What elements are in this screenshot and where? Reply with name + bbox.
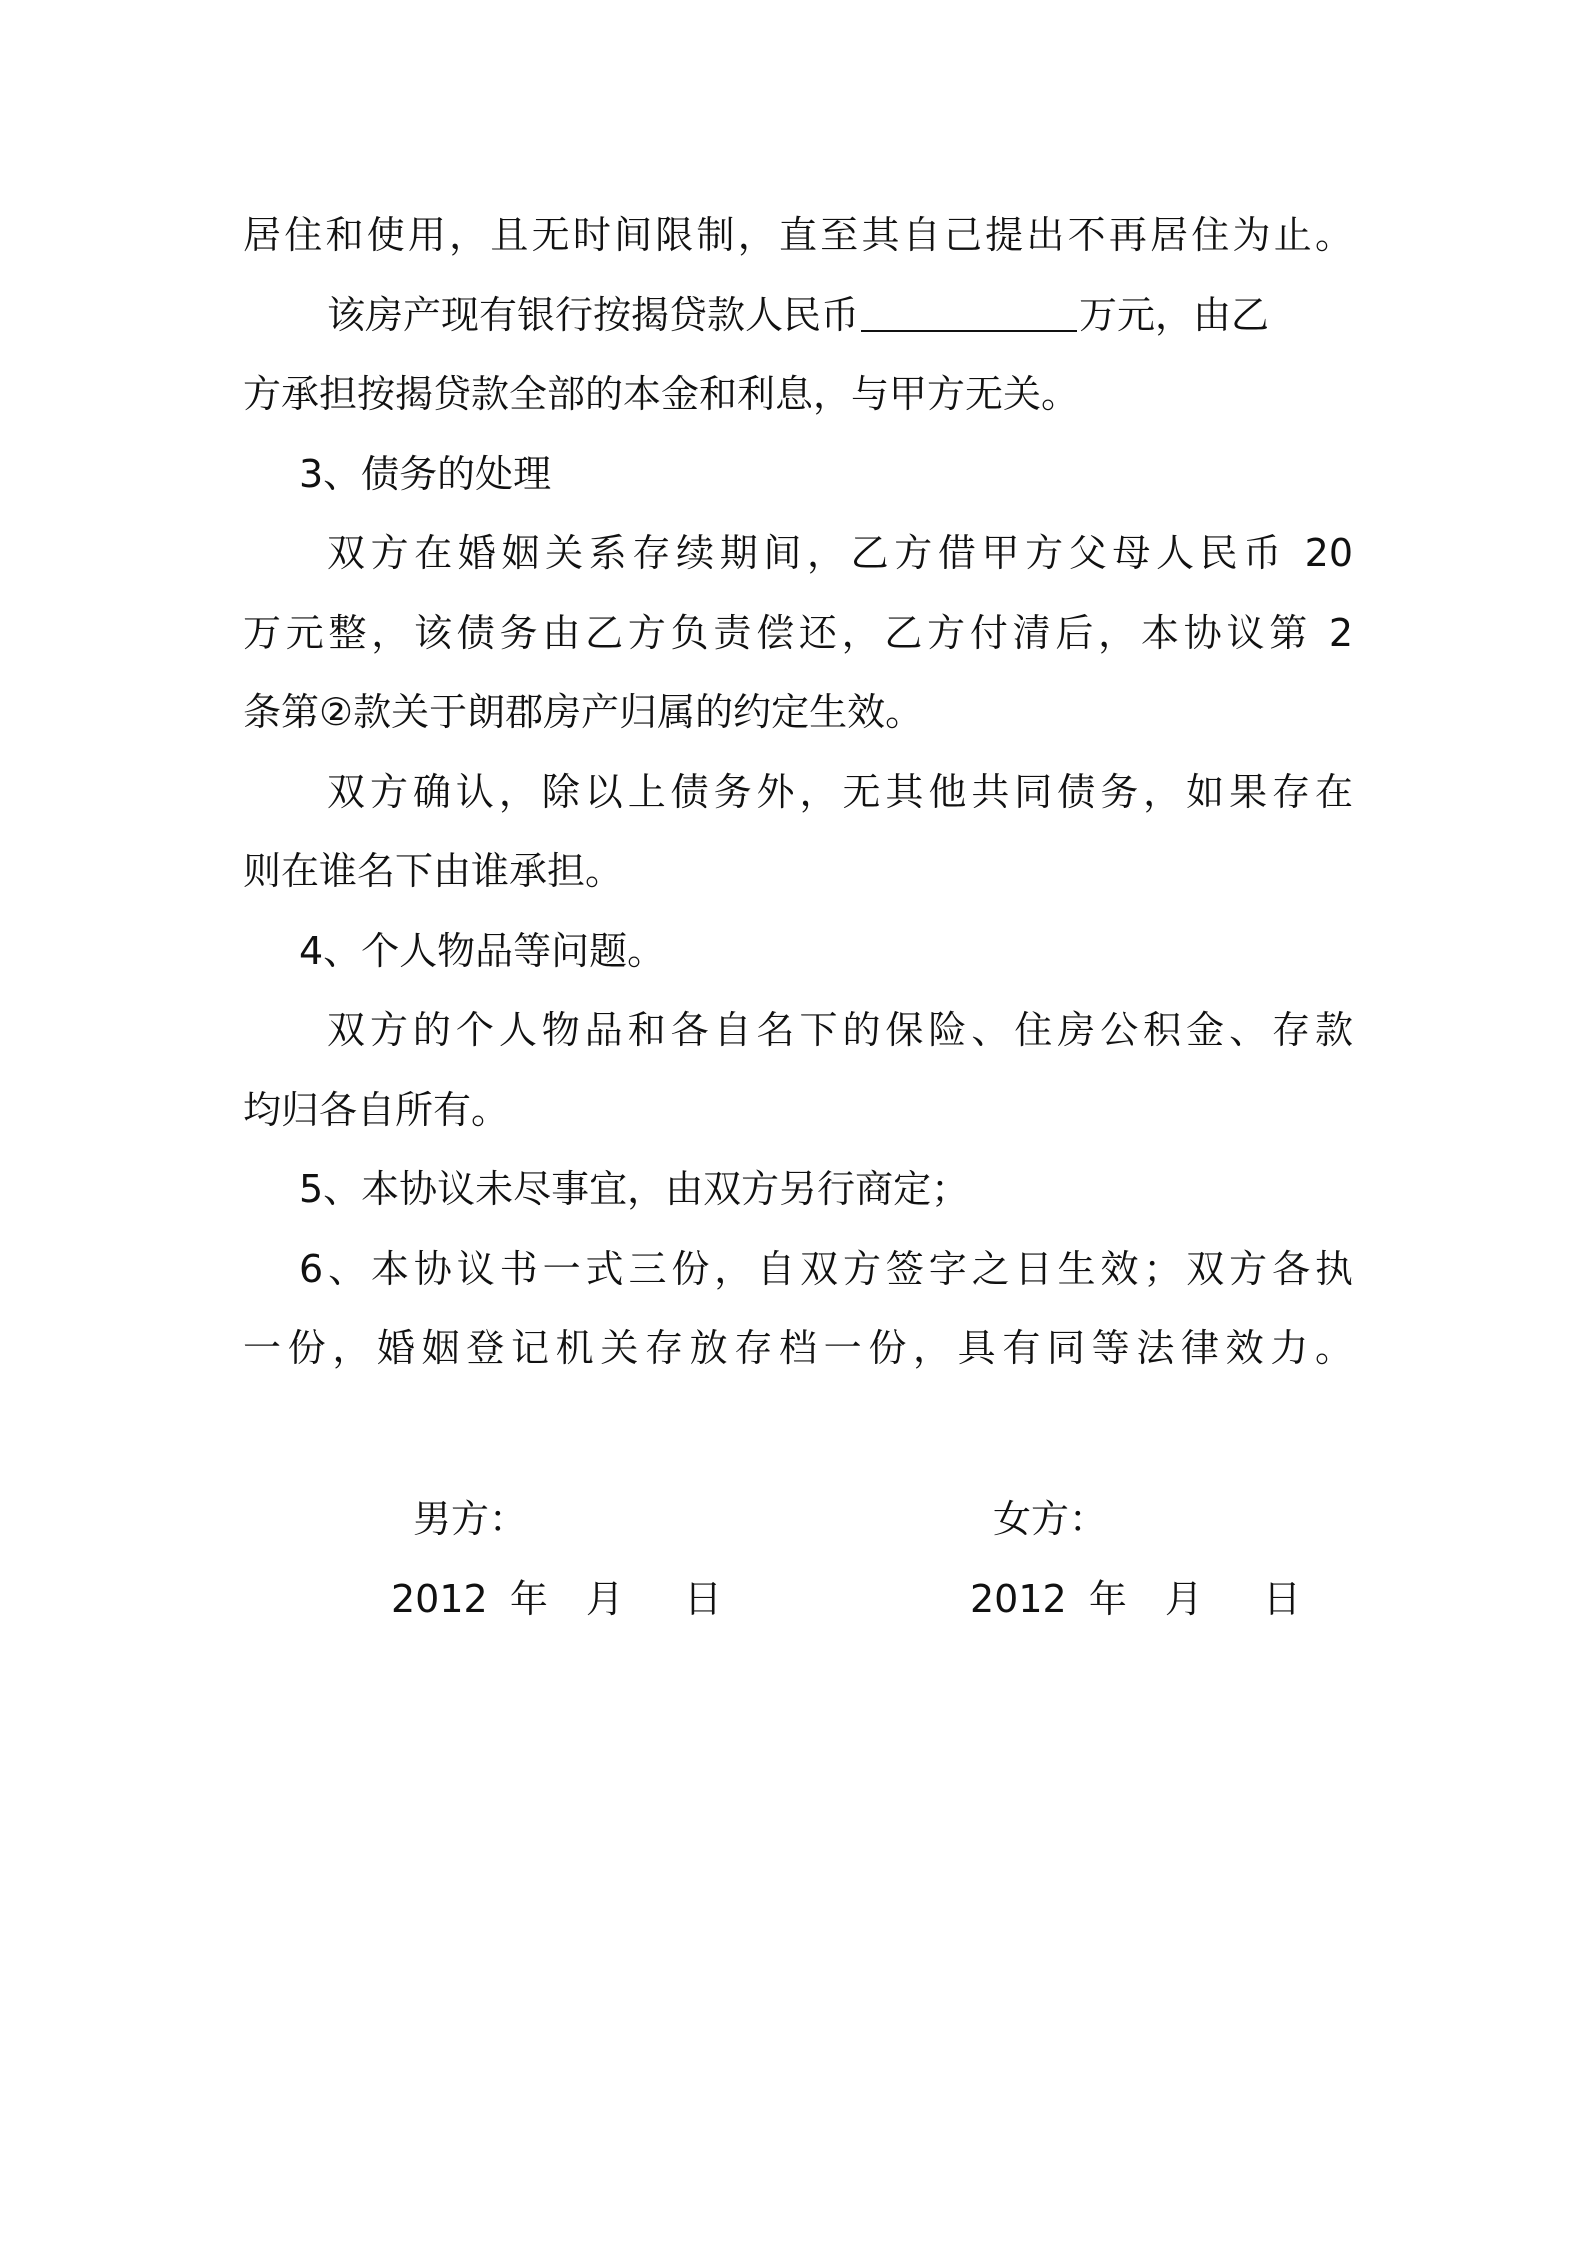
amount-blank	[861, 296, 1077, 332]
date-day-unit: 日	[684, 1577, 723, 1621]
male-signature-label: 男方：	[413, 1497, 528, 1541]
paragraph-line: 万元整，该债务由乙方负责偿还，乙方付清后，本协议第 2	[243, 610, 1353, 655]
date-day-unit: 日	[1263, 1577, 1302, 1621]
paragraph-line: 双方确认，除以上债务外，无其他共同债务，如果存在	[327, 769, 1353, 814]
section-heading-personal-items: 4、个人物品等问题。	[299, 928, 666, 973]
date-year: 2012	[391, 1577, 488, 1621]
paragraph-line: 条第②款关于朗郡房产归属的约定生效。	[243, 690, 924, 734]
clause-6: 6、本协议书一式三份，自双方签字之日生效；双方各执	[299, 1246, 1353, 1291]
date-month-unit: 月	[1164, 1577, 1203, 1621]
paragraph-line: 均归各自所有。	[243, 1087, 510, 1132]
clause-5: 5、本协议未尽事宜，由双方另行商定；	[299, 1167, 970, 1211]
paragraph-line: 方承担按揭贷款全部的本金和利息，与甲方无关。	[243, 372, 1080, 416]
mortgage-line	[243, 276, 1353, 356]
mortgage-text-start: 该房产现有银行按揭贷款人民币	[327, 292, 860, 337]
mortgage-text-end: 万元，由乙	[1079, 292, 1270, 337]
date-month-unit: 月	[585, 1577, 624, 1621]
paragraph-line: 居住和使用，且无时间限制，直至其自己提出不再居住为止。	[243, 213, 1353, 257]
section-heading-debts: 3、债务的处理	[299, 451, 552, 496]
date-year: 2012	[970, 1577, 1067, 1621]
date-year-unit: 年	[509, 1577, 548, 1621]
female-signature-date	[970, 1568, 1301, 1623]
paragraph-line: 则在谁名下由谁承担。	[243, 849, 624, 893]
female-signature-label: 女方：	[993, 1497, 1108, 1541]
paragraph-line: 双方的个人物品和各自名下的保险、住房公积金、存款	[327, 1008, 1353, 1052]
male-signature-date	[391, 1568, 722, 1623]
agreement-body	[243, 196, 1353, 1389]
paragraph-line: 双方在婚姻关系存续期间，乙方借甲方父母人民币 20	[327, 531, 1353, 575]
date-year-unit: 年	[1088, 1577, 1127, 1621]
paragraph-line: 一份，婚姻登记机关存放存档一份，具有同等法律效力。	[243, 1326, 1353, 1370]
